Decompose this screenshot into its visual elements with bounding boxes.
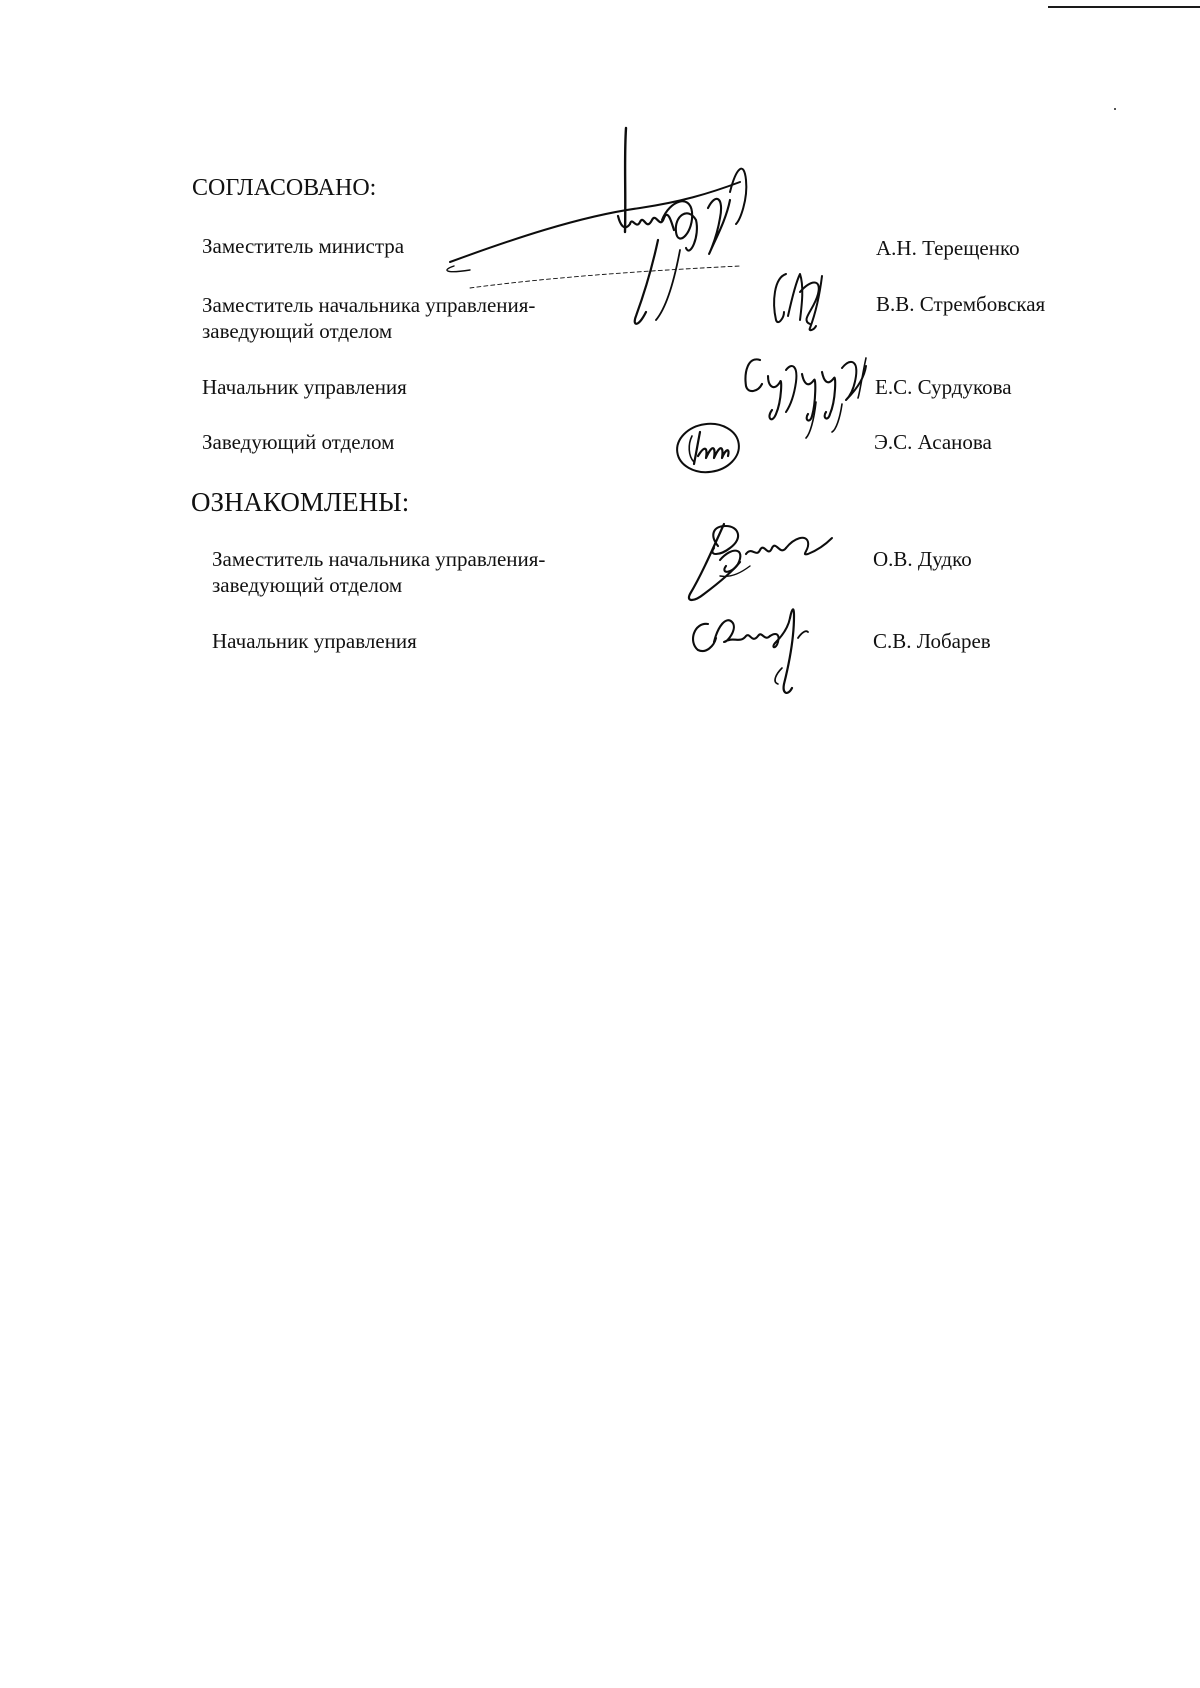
signature-surdukova-icon: [742, 352, 876, 442]
name-strembovskaya: В.В. Стрембовская: [876, 292, 1046, 316]
position-deputy-head-line2: заведующий отделом: [202, 319, 393, 343]
signature-tereshchenko-icon: [440, 120, 780, 350]
name-lobarev: С.В. Лобарев: [873, 629, 991, 653]
position-head-of-section: Заведующий отделом: [202, 430, 395, 454]
position-deputy-head-line1-ack: Заместитель начальника управления-: [212, 547, 546, 571]
position-deputy-head-line2-ack: заведующий отделом: [212, 573, 403, 597]
name-dudko: О.В. Дудко: [873, 547, 972, 571]
signature-asanova-icon: [672, 418, 742, 478]
position-deputy-minister: Заместитель министра: [202, 234, 405, 258]
position-head-of-department: Начальник управления: [202, 375, 407, 399]
acknowledged-heading: ОЗНАКОМЛЕНЫ:: [191, 487, 410, 517]
scan-speck: [1114, 108, 1116, 110]
approval-heading: СОГЛАСОВАНО:: [192, 175, 377, 201]
signature-dudko-icon: [680, 516, 844, 606]
scan-edge-line: [1048, 6, 1200, 8]
position-deputy-head-line1: Заместитель начальника управления-: [202, 293, 536, 317]
signature-lobarev-icon: [684, 602, 816, 702]
name-asanova: Э.С. Асанова: [874, 430, 992, 454]
position-head-of-department-ack: Начальник управления: [212, 629, 417, 653]
name-tereshchenko: А.Н. Терещенко: [876, 236, 1020, 260]
name-surdukova: Е.С. Сурдукова: [875, 375, 1012, 399]
signature-strembovskaya-icon: [770, 268, 840, 334]
